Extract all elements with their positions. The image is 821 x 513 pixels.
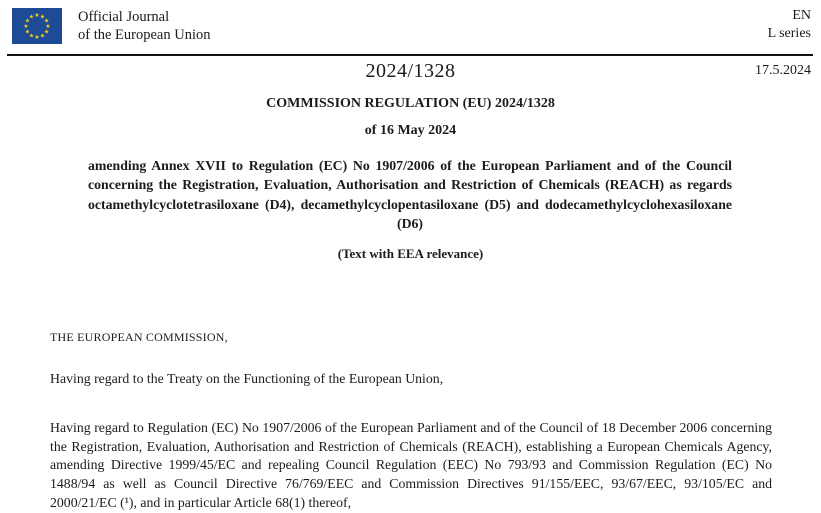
svg-text:★: ★ [28,33,35,40]
svg-text:★: ★ [23,24,29,31]
journal-title [78,9,210,44]
citation-paragraph-1: Having regard to the Treaty on the Functioning of the European Union, [50,371,444,386]
journal-title-line1: Official Journal [78,9,170,25]
citation-paragraph-2: Having regard to Regulation (EC) No 1907/2006 of the European Parliament and of the Council of 18 December 2006 concerning the Registration, Evaluation, Authorisation and Restriction of Chemicals (REACH), establishing a European Chemicals Agency, amending Directive 1999/45/EC and repealing Council Regulation (EEC) No 793/93 and Commission Regulation (EC) No 1488/94 as well as Council Directive 76/769/EEC and Commission Directives 91/155/EEC, 93/67/EEC, 93/105/EC and 2000/21/EC (¹), and in particular Article 68(1) thereof, [50,420,772,510]
svg-text:★: ★ [24,18,31,25]
svg-text:★: ★ [43,18,50,25]
document-number: 2024/1328 [365,60,456,82]
regulation-title: COMMISSION REGULATION (EU) 2024/1328 [266,96,555,111]
regulation-date-line: of 16 May 2024 [364,123,457,138]
svg-text:★: ★ [45,24,51,31]
journal-title-line2: of the European Union [78,26,211,43]
svg-text:★: ★ [39,14,46,21]
svg-text:★: ★ [28,14,35,21]
svg-text:★: ★ [34,35,40,42]
preamble-opening: THE EUROPEAN COMMISSION, [50,330,228,344]
svg-text:★: ★ [24,29,31,36]
publication-date: 17.5.2024 [755,63,811,78]
svg-text:★: ★ [39,33,46,40]
language-code: EN [792,8,811,23]
svg-text:★: ★ [34,13,40,20]
eu-flag-icon [12,8,62,44]
regulation-subject: amending Annex XVII to Regulation (EC) No 1907/2006 of the European Parliament and of the Council concerning the Registration, Evaluation, Authorisation and Restriction of Chemicals (REACH) as regards octamethylcyclotetrasiloxane (D4), decamethylcyclopentasiloxane (D5) and dodecamethylcyclohexasiloxane (D6) [88,158,732,231]
language-series-block [768,7,811,42]
series-label: L series [767,25,811,41]
svg-text:★: ★ [43,29,50,36]
header-rule [7,54,813,56]
eea-relevance-note: (Text with EEA relevance) [337,246,484,261]
